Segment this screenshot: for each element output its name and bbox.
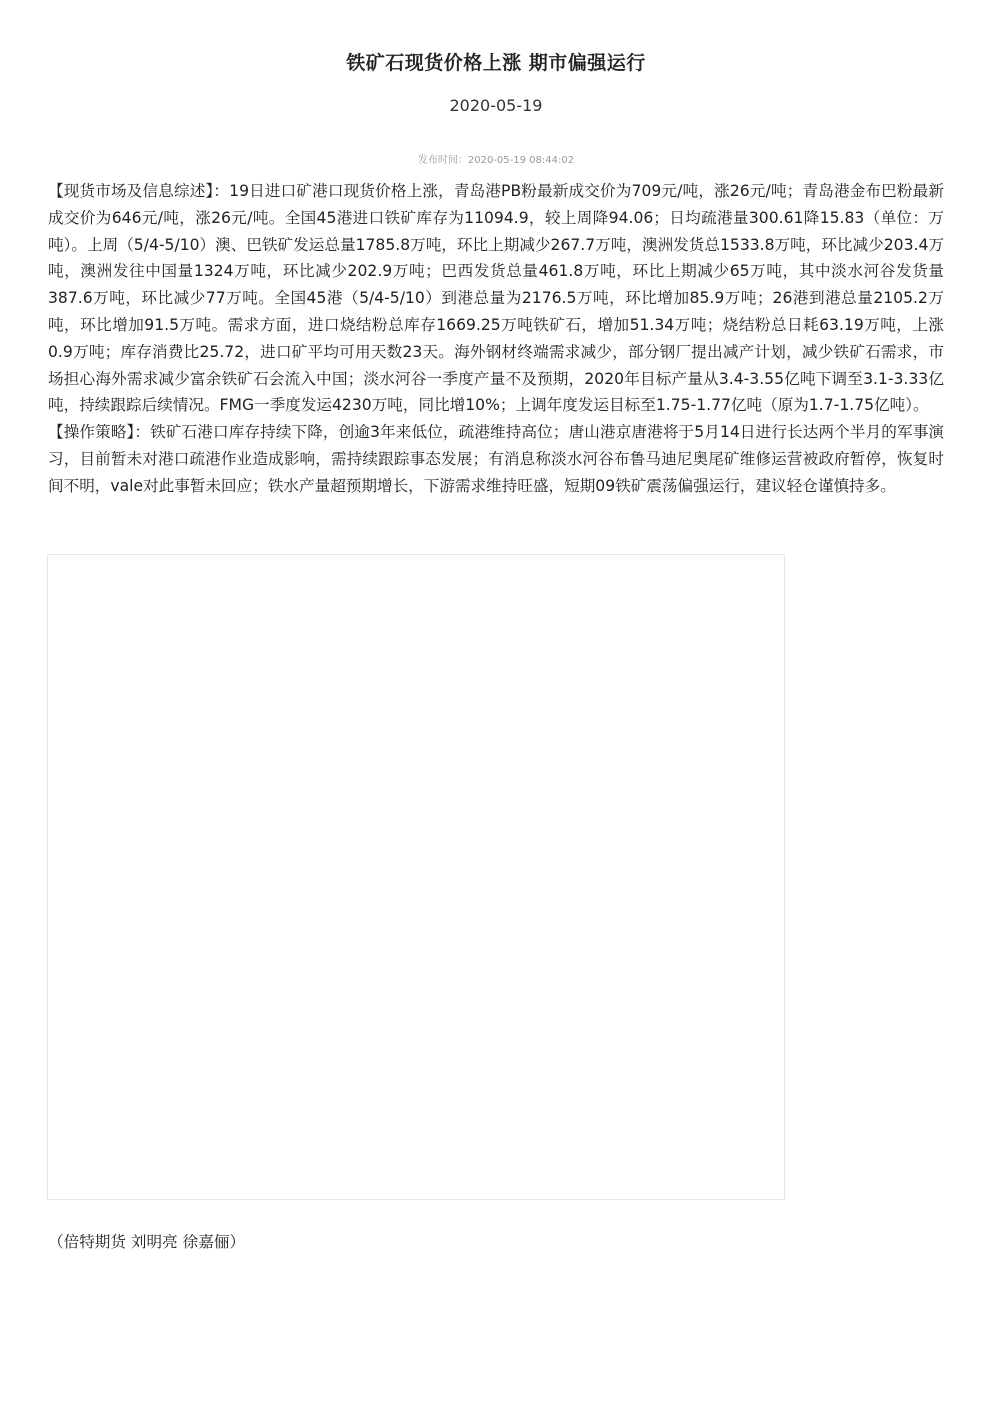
article-body bbox=[48, 178, 944, 500]
article-source: （倍特期货 刘明亮 徐嘉俪） bbox=[48, 1233, 246, 1251]
article-date: 2020-05-19 bbox=[449, 96, 543, 115]
section-label-strategy: 【操作策略】 bbox=[48, 423, 135, 442]
publish-time: 发布时间：2020-05-19 08:44:02 bbox=[417, 155, 575, 166]
paragraph-strategy bbox=[48, 419, 944, 499]
strategy-text: ：铁矿石港口库存持续下降，创逾3年来低位，疏港维持高位；唐山港京唐港将于5月14日进行长达两个半月的军事演习，目前暂未对港口疏港作业造成影响，需持续跟踪事态发展；有消息称淡水河谷布鲁马迪尼奥尾矿维修运营被政府暂停，恢复时间不明，vale对此事暂未回应；铁水产量超预期增长，下游需求维持旺盛，短期09铁矿震荡偏强运行，建议轻仓谨慎持多。 bbox=[48, 423, 945, 495]
section-label-market-summary: 【现货市场及信息综述】 bbox=[48, 182, 214, 200]
market-summary-text: ：19日进口矿港口现货价格上涨，青岛港PB粉最新成交价为709元/吨，涨26元/吨；青岛港金布巴粉最新成交价为646元/吨，涨26元/吨。全国45港进口铁矿库存为11094.9，较上周降94.06；日均疏港量300.61降15.83（单位：万吨）。上周（5/4-5/10）澳、巴铁矿发运总量1785.8万吨，环比上期减少267.7万吨，澳洲发货总1533.8万吨，环比减少203.4万吨，澳洲发往中国量1324万吨，环比减少202.9万吨；巴西发货总量461.8万吨，环比上期减少65万吨，其中淡水河谷发货量387.6万吨，环比减少77万吨。全国45港（5/4-5/10）到港总量为2176.5万吨，环比增加85.9万吨；26港到港总量2105.2万吨，环比增加91.5万吨。需求方面，进口烧结粉总库存1669.25万吨铁矿石，增加51.34万吨；烧结粉总日耗63.19万吨，上涨0.9万吨；库存消费比25.72，进口矿平均可用天数23天。海外钢材终端需求减少，部分钢厂提出减产计划，减少铁矿石需求，市场担心海外需求减少富余铁矿石会流入中国；淡水河谷一季度产量不及预期，2020年目标产量从3.4-3.55亿吨下调至3.1-3.33亿吨，持续跟踪后续情况。FMG一季度发运4230万吨，同比增10%；上调年度发运目标至1.75-1.77亿吨（原为1.7-1.75亿吨）。 bbox=[48, 182, 945, 415]
article-title: 铁矿石现货价格上涨 期市偏强运行 bbox=[346, 52, 646, 74]
paragraph-market-summary bbox=[48, 178, 944, 419]
image-placeholder bbox=[47, 554, 785, 1200]
